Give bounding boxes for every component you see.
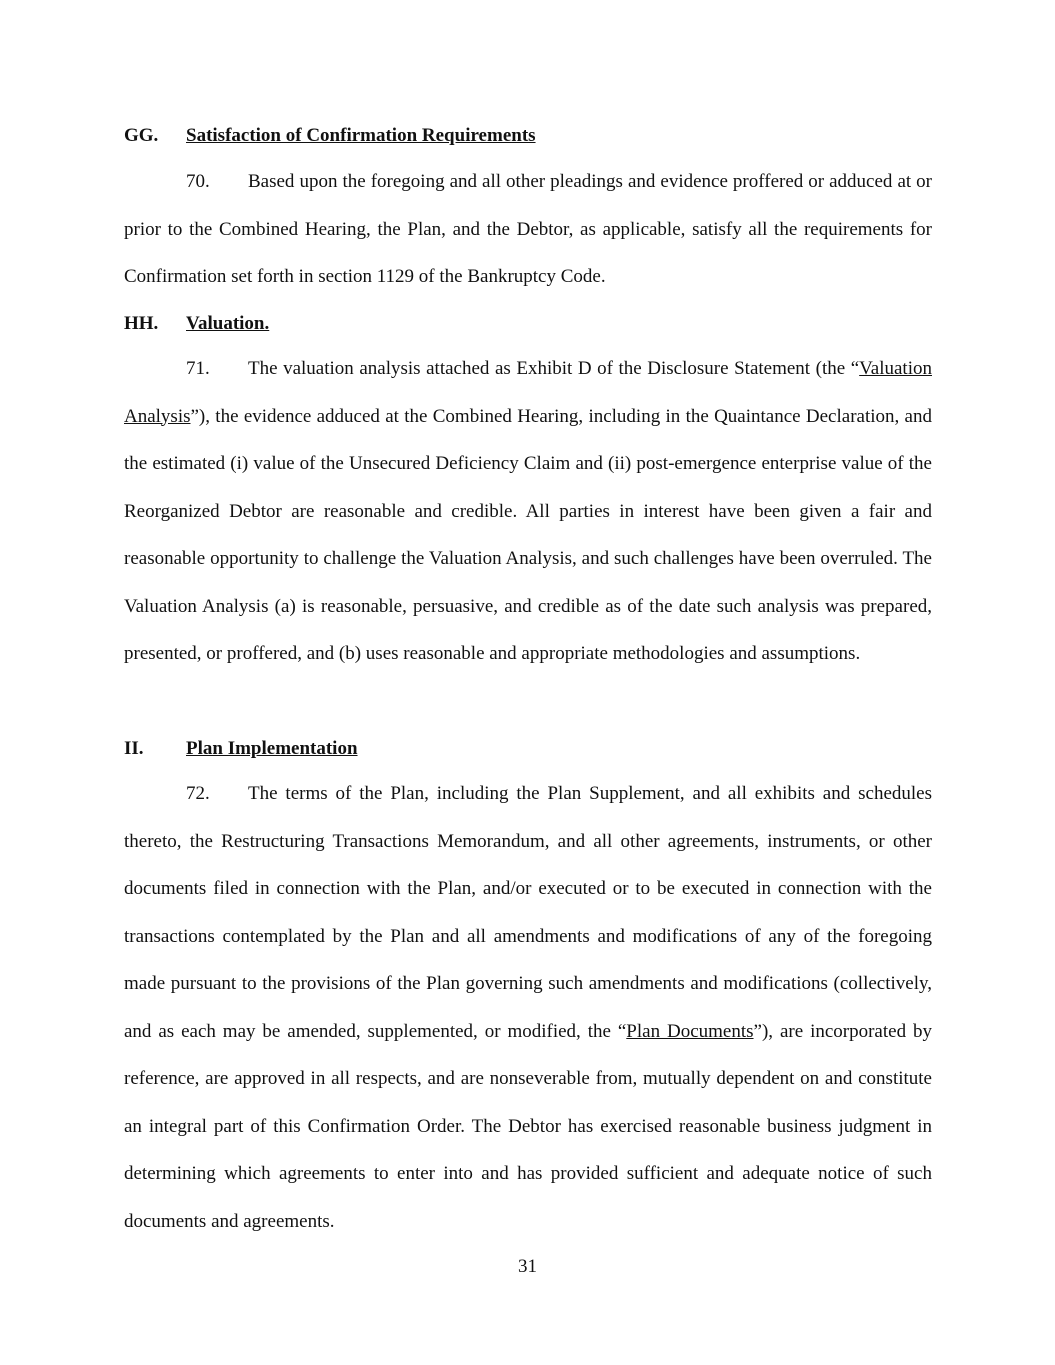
section-title: Valuation. — [186, 313, 270, 334]
paragraph-number: 72. — [186, 783, 210, 804]
defined-term: Valuation Analysis — [124, 358, 932, 427]
paragraph-text: The terms of the Plan, including the Plan Supplement, and all exhibits and schedules thereto, the Restructuring Transactions Memorandum, and all other agreements, instruments, or other documents filed in connection with the Plan, and/or executed or to be executed in connection with the transactions contemplated by the Plan and all amendments and modifications of any of the foregoing made pursuant to the provisions of the Plan governing such amendments and modifications (collectively, and as each may be amended, supplemented, or modified, the “ — [124, 783, 932, 1042]
paragraph-text: Based upon the foregoing and all other pleadings and evidence proffered or adduced at or prior to the Combined Hearing, the Plan, and the Debtor, as applicable, satisfy all the requirements for Confirmation set forth in section 1129 of the Bankruptcy Code. — [124, 171, 932, 287]
paragraph-text: The valuation analysis attached as Exhibit D of the Disclosure Statement (the “ — [248, 358, 860, 379]
paragraph-72 — [124, 770, 932, 1245]
section-title: Satisfaction of Confirmation Requirements — [186, 125, 536, 146]
defined-term: Plan Documents — [626, 1020, 754, 1042]
paragraph-number: 70. — [186, 171, 210, 192]
section-heading-ii — [124, 738, 358, 760]
section-title: Plan Implementation — [186, 738, 358, 759]
paragraph-71 — [124, 345, 932, 678]
section-number: II. — [124, 738, 144, 759]
page-number: 31 — [518, 1256, 537, 1277]
section-heading-hh — [124, 313, 269, 335]
section-number: HH. — [124, 313, 159, 334]
paragraph-text: ”), are incorporated by reference, are approved in all respects, and are nonseverable from, mutually dependent on and constitute an integral part of this Confirmation Order. The Debtor has exercised reasonable business judgment in determining which agreements to enter into and has provided sufficient and adequate notice of such documents and agreements. — [124, 1020, 932, 1232]
section-heading-gg — [124, 125, 536, 147]
section-number: GG. — [124, 125, 159, 146]
paragraph-number: 71. — [186, 358, 210, 379]
paragraph-text: ”), the evidence adduced at the Combined Hearing, including in the Quaintance Declaration, and the estimated (i) value of the Unsecured Deficiency Claim and (ii) post-emergence enterprise value of the Reorganized Debtor are reasonable and credible. All parties in interest have been given a fair and reasonable opportunity to challenge the Valuation Analysis, and such challenges have been overruled. The Valuation Analysis (a) is reasonable, persuasive, and credible as of the date such analysis was prepared, presented, or proffered, and (b) uses reasonable and appropriate methodologies and assumptions. — [124, 405, 932, 664]
paragraph-70 — [124, 158, 932, 301]
